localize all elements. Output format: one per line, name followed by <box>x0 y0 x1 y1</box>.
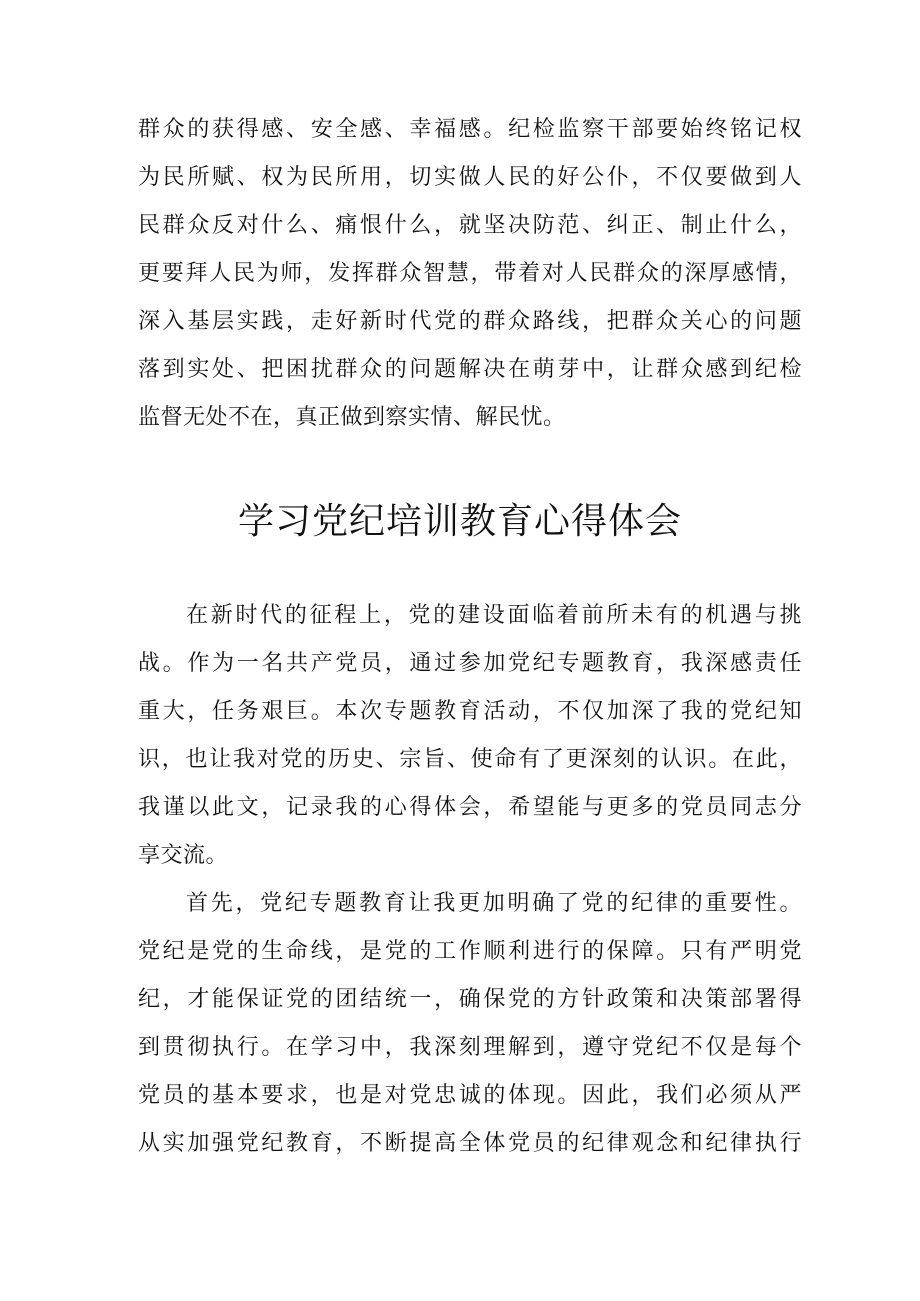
paragraph-line: 到贯彻执行。在学习中，我深刻理解到，遵守党纪不仅是每个 <box>138 1035 802 1060</box>
paragraph-line: 深入基层实践，走好新时代党的群众路线，把群众关心的问题 <box>138 309 802 334</box>
paragraph-line: 从实加强党纪教育，不断提高全体党员的纪律观念和纪律执行 <box>138 1131 802 1156</box>
paragraph-line: 党员的基本要求，也是对党忠诚的体现。因此，我们必须从严 <box>138 1083 802 1108</box>
paragraph-line: 群众的获得感、安全感、幸福感。纪检监察干部要始终铭记权 <box>138 117 802 142</box>
paragraph-line: 纪，才能保证党的团结统一，确保党的方针政策和决策部署得 <box>138 987 802 1012</box>
paragraph-line: 更要拜人民为师，发挥群众智慧，带着对人民群众的深厚感情， <box>138 261 802 286</box>
paragraph-line: 重大，任务艰巨。本次专题教育活动，不仅加深了我的党纪知 <box>138 699 802 724</box>
paragraph-line: 监督无处不在，真正做到察实情、解民忧。 <box>138 405 566 430</box>
paragraph-line: 我谨以此文，记录我的心得体会，希望能与更多的党员同志分 <box>138 795 802 820</box>
paragraph-line: 首先，党纪专题教育让我更加明确了党的纪律的重要性。 <box>186 891 802 916</box>
paragraph-line: 落到实处、把困扰群众的问题解决在萌芽中，让群众感到纪检 <box>138 357 802 382</box>
paragraph-line: 战。作为一名共产党员，通过参加党纪专题教育，我深感责任 <box>138 651 802 676</box>
paragraph-line: 在新时代的征程上，党的建设面临着前所未有的机遇与挑 <box>186 603 802 628</box>
paragraph-line: 享交流。 <box>138 843 229 868</box>
paragraph-line: 识，也让我对党的历史、宗旨、使命有了更深刻的认识。在此， <box>138 747 802 772</box>
paragraph-line: 党纪是党的生命线，是党的工作顺利进行的保障。只有严明党 <box>138 939 802 964</box>
paragraph-line: 民群众反对什么、痛恨什么，就坚决防范、纠正、制止什么， <box>138 213 802 238</box>
article-title: 学习党纪培训教育心得体会 <box>237 501 682 542</box>
paragraph-line: 为民所赋、权为民所用，切实做人民的好公仆，不仅要做到人 <box>138 165 802 190</box>
